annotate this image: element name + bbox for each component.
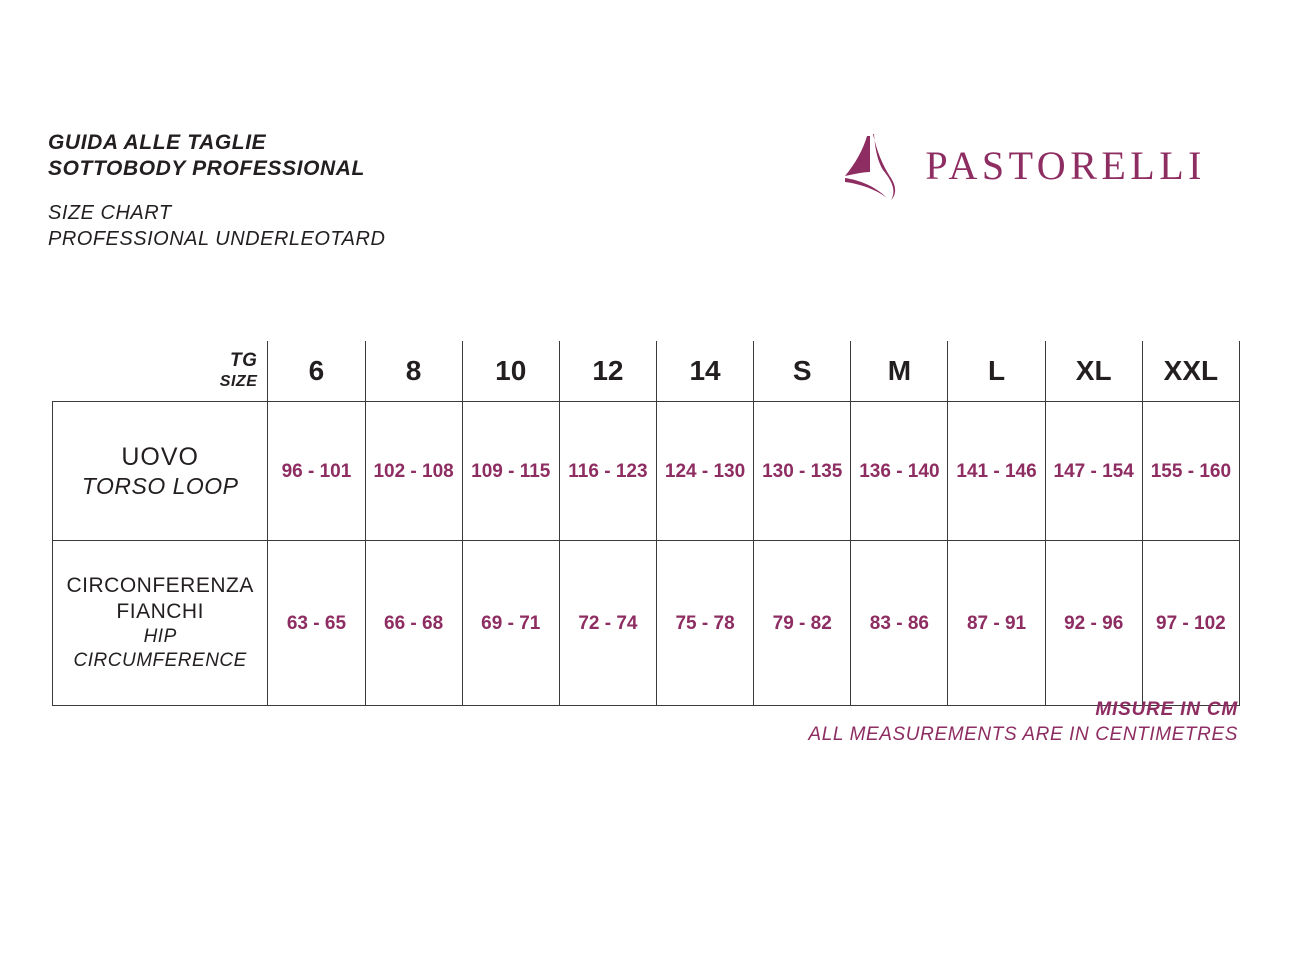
measurement-note-en: ALL MEASUREMENTS ARE IN CENTIMETRES bbox=[808, 724, 1238, 745]
cell-torso-l: 141 - 146 bbox=[948, 402, 1045, 541]
cell-hip-xl: 92 - 96 bbox=[1045, 541, 1142, 706]
row-label-en: HIP CIRCUMFERENCE bbox=[73, 626, 247, 671]
title-block bbox=[48, 130, 385, 252]
table-body bbox=[53, 402, 1240, 706]
row-label-it: CIRCONFERENZA FIANCHI bbox=[66, 574, 254, 623]
cell-hip-10: 69 - 71 bbox=[462, 541, 559, 706]
title-english bbox=[48, 200, 385, 252]
table-head bbox=[53, 341, 1240, 402]
title-english-line2: PROFESSIONAL UNDERLEOTARD bbox=[48, 228, 386, 250]
cell-hip-m: 83 - 86 bbox=[851, 541, 948, 706]
title-italian bbox=[48, 130, 385, 182]
cell-hip-14: 75 - 78 bbox=[656, 541, 753, 706]
measurement-note bbox=[808, 698, 1238, 748]
table-row bbox=[53, 402, 1240, 541]
table-row bbox=[53, 541, 1240, 706]
size-header-l: L bbox=[948, 341, 1045, 402]
size-header-xxl: XXL bbox=[1142, 341, 1239, 402]
size-header-m: M bbox=[851, 341, 948, 402]
measurement-note-it: MISURE IN CM bbox=[1095, 699, 1238, 720]
cell-torso-10: 109 - 115 bbox=[462, 402, 559, 541]
size-header-s: S bbox=[754, 341, 851, 402]
cell-torso-xl: 147 - 154 bbox=[1045, 402, 1142, 541]
size-header-14: 14 bbox=[656, 341, 753, 402]
row-label-it: UOVO bbox=[121, 443, 199, 471]
document-header bbox=[48, 130, 1248, 280]
cell-hip-s: 79 - 82 bbox=[754, 541, 851, 706]
cell-torso-xxl: 155 - 160 bbox=[1142, 402, 1239, 541]
corner-label-it: TG bbox=[229, 350, 258, 371]
size-header-6: 6 bbox=[268, 341, 365, 402]
cell-hip-8: 66 - 68 bbox=[365, 541, 462, 706]
cell-torso-8: 102 - 108 bbox=[365, 402, 462, 541]
cell-torso-12: 116 - 123 bbox=[559, 402, 656, 541]
table-header-row bbox=[53, 341, 1240, 402]
size-header-8: 8 bbox=[365, 341, 462, 402]
brand-logo bbox=[833, 130, 1206, 206]
size-header-10: 10 bbox=[462, 341, 559, 402]
pastorelli-ribbon-icon bbox=[833, 130, 911, 206]
cell-hip-xxl: 97 - 102 bbox=[1142, 541, 1239, 706]
title-italian-line2: SOTTOBODY PROFESSIONAL bbox=[48, 157, 365, 180]
cell-torso-m: 136 - 140 bbox=[851, 402, 948, 541]
title-english-line1: SIZE CHART bbox=[48, 202, 172, 224]
size-table bbox=[52, 341, 1240, 706]
cell-torso-14: 124 - 130 bbox=[656, 402, 753, 541]
brand-wordmark: PASTORELLI bbox=[925, 143, 1206, 188]
size-header-xl: XL bbox=[1045, 341, 1142, 402]
cell-torso-s: 130 - 135 bbox=[754, 402, 851, 541]
corner-label bbox=[53, 341, 268, 402]
cell-torso-6: 96 - 101 bbox=[268, 402, 365, 541]
size-table-container bbox=[52, 341, 1240, 706]
cell-hip-l: 87 - 91 bbox=[948, 541, 1045, 706]
corner-label-en: SIZE bbox=[219, 373, 258, 390]
title-italian-line1: GUIDA ALLE TAGLIE bbox=[48, 131, 267, 154]
cell-hip-6: 63 - 65 bbox=[268, 541, 365, 706]
size-header-12: 12 bbox=[559, 341, 656, 402]
cell-hip-12: 72 - 74 bbox=[559, 541, 656, 706]
row-label-hip-circumference bbox=[53, 541, 268, 706]
row-label-en: TORSO LOOP bbox=[81, 473, 239, 499]
row-label-torso-loop bbox=[53, 402, 268, 541]
